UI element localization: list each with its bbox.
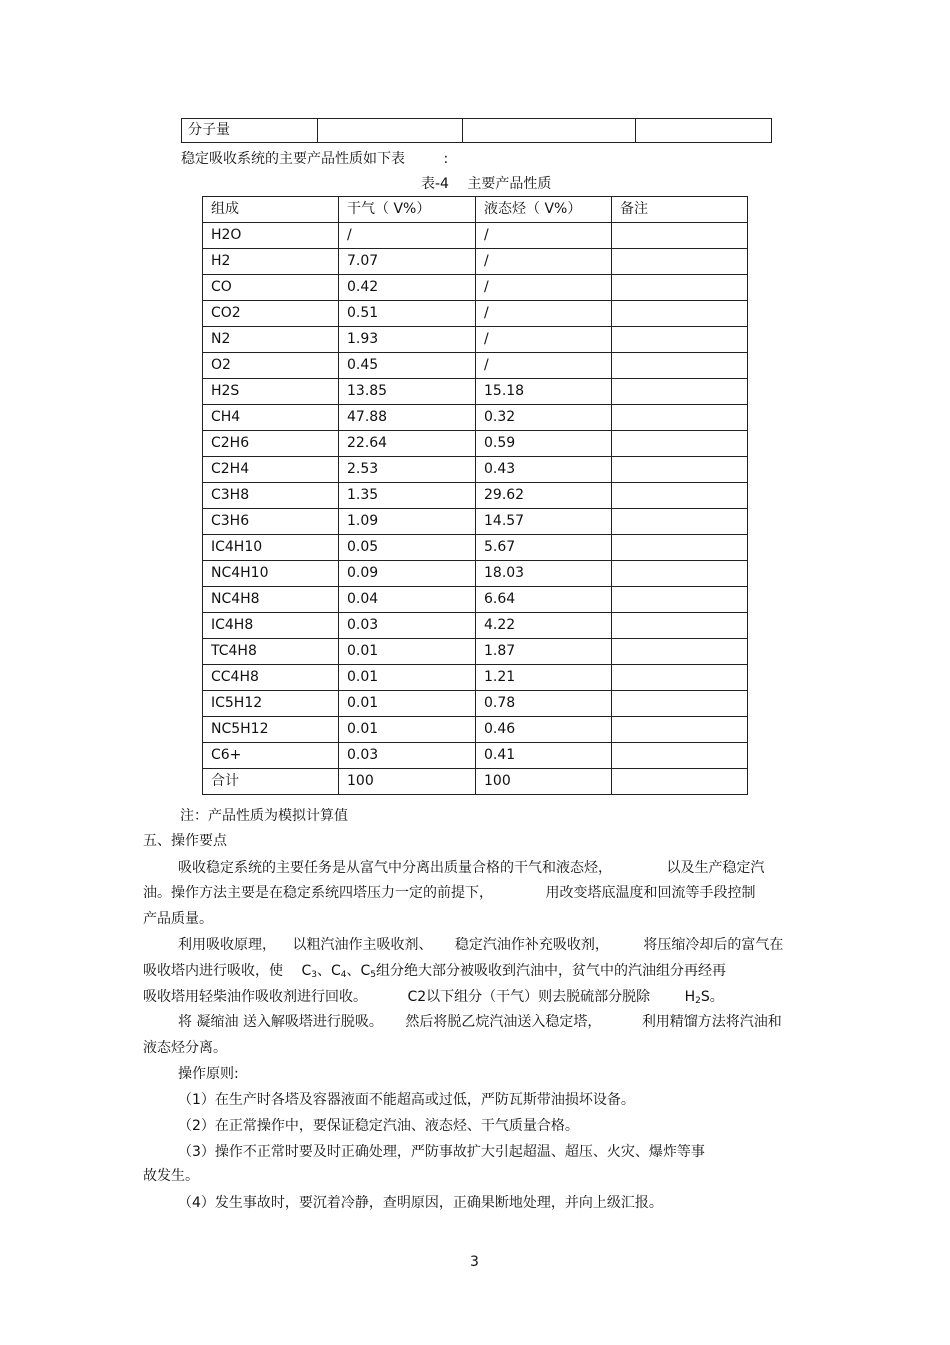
table-cell: C3H6 (203, 509, 339, 535)
table-cell: N2 (203, 327, 339, 353)
text-span: 将 凝缩油 送入解吸塔进行脱吸。 (178, 1014, 383, 1030)
table-cell: C2H4 (203, 457, 339, 483)
table-cell: C6+ (203, 743, 339, 769)
table-row (203, 509, 748, 535)
text-span: 利用吸收原理， (178, 937, 276, 953)
table-cell: 0.01 (339, 717, 476, 743)
table-row (203, 587, 748, 613)
list-text: 在生产时各塔及容器液面不能超高或过低，严防瓦斯带油损坏设备。 (214, 1092, 635, 1108)
text-span: 将压缩冷却后的富气在 (643, 937, 784, 953)
table-row (203, 613, 748, 639)
table-cell (463, 119, 636, 143)
table-cell (612, 457, 748, 483)
text-span: 组分绝大部分被吸收到汽油中，贫气中的汽油组分再经再 (376, 963, 726, 979)
table-row (203, 379, 748, 405)
table-cell (612, 405, 748, 431)
subscript: 3 (311, 970, 317, 980)
table-row (203, 431, 748, 457)
table-cell: CO (203, 275, 339, 301)
table-cell: C2H6 (203, 431, 339, 457)
table-header-row (203, 197, 748, 223)
table-cell: 0.09 (339, 561, 476, 587)
list-number: （3） (178, 1144, 215, 1160)
table-cell: 1.93 (339, 327, 476, 353)
table-cell: / (476, 353, 612, 379)
text-span: 然后将脱乙烷汽油送入稳定塔， (405, 1014, 602, 1030)
table-cell: 14.57 (476, 509, 612, 535)
text-span: S (700, 989, 710, 1005)
table-cell: 0.46 (476, 717, 612, 743)
intro-colon: : (443, 151, 449, 167)
table-row (203, 249, 748, 275)
subscript: 2 (695, 996, 701, 1006)
table-cell (612, 431, 748, 457)
table-cell (612, 379, 748, 405)
text-span: C (301, 963, 312, 979)
table-cell: NC4H10 (203, 561, 339, 587)
table-cell: 29.62 (476, 483, 612, 509)
table-cell (612, 509, 748, 535)
table-cell: 7.07 (339, 249, 476, 275)
table-cell (612, 613, 748, 639)
table-row (203, 639, 748, 665)
column-header: 干气（ V%） (339, 197, 476, 223)
table-cell: 15.18 (476, 379, 612, 405)
table-cell: / (339, 223, 476, 249)
table-cell: 6.64 (476, 587, 612, 613)
list-number: （1） (178, 1092, 215, 1108)
table-cell: NC5H12 (203, 717, 339, 743)
text-span: 利用精馏方法将汽油和 (641, 1014, 782, 1030)
table-cell: 4.22 (476, 613, 612, 639)
table-row (203, 665, 748, 691)
principles-heading: 操作原则: (178, 1066, 239, 1082)
list-number: （2） (178, 1118, 215, 1134)
table-cell: H2 (203, 249, 339, 275)
table-cell (612, 353, 748, 379)
table-cell: CH4 (203, 405, 339, 431)
table-cell: 0.51 (339, 301, 476, 327)
table-cell: H2O (203, 223, 339, 249)
text-span: 吸收稳定系统的主要任务是从富气中分离出质量合格的干气和液态烃， (178, 860, 612, 876)
table-cell: 0.05 (339, 535, 476, 561)
table-cell (612, 483, 748, 509)
table-cell: C3H8 (203, 483, 339, 509)
text-span: 以粗汽油作主吸收剂、 (292, 937, 433, 953)
text-span: H (684, 989, 696, 1005)
table-cell: 2.53 (339, 457, 476, 483)
principle-4 (178, 1193, 663, 1213)
product-table-body (203, 223, 748, 795)
text-span: 吸收塔内进行吸收，使 (143, 963, 283, 979)
text-span: 以及生产稳定汽 (666, 860, 765, 876)
table-cell (612, 535, 748, 561)
table-cell (318, 119, 463, 143)
table-cell: 1.35 (339, 483, 476, 509)
paragraph-3-line-2: 液态烃分离。 (143, 1040, 227, 1056)
table-cell: 0.32 (476, 405, 612, 431)
table-cell: TC4H8 (203, 639, 339, 665)
table-cell (612, 223, 748, 249)
table-row (182, 119, 772, 143)
table-cell (612, 275, 748, 301)
table-cell: / (476, 301, 612, 327)
table-cell: 0.42 (339, 275, 476, 301)
table-cell: CC4H8 (203, 665, 339, 691)
table-row (203, 691, 748, 717)
table-cell: 0.04 (339, 587, 476, 613)
table-cell: 47.88 (339, 405, 476, 431)
table-row (203, 457, 748, 483)
table-row (203, 275, 748, 301)
table-cell: 0.41 (476, 743, 612, 769)
table-cell: 13.85 (339, 379, 476, 405)
table-cell (612, 561, 748, 587)
paragraph-2-line-3 (143, 987, 724, 1011)
table-cell: 1.87 (476, 639, 612, 665)
paragraph-1-line-2 (143, 883, 755, 903)
intro-text: 稳定吸收系统的主要产品性质如下表 (181, 151, 405, 167)
column-header: 液态烃（ V%） (476, 197, 612, 223)
table-cell: CO2 (203, 301, 339, 327)
principle-3-continued: 故发生。 (143, 1168, 199, 1184)
table-cell (612, 327, 748, 353)
paragraph-1-line-1 (178, 858, 764, 878)
table-cell (612, 717, 748, 743)
table-cell (612, 587, 748, 613)
table-row (203, 717, 748, 743)
product-properties-table (202, 196, 748, 795)
column-header: 备注 (612, 197, 748, 223)
table-row (203, 561, 748, 587)
table-row (203, 353, 748, 379)
text-span: 用改变塔底温度和回流等手段控制 (545, 885, 756, 901)
table-cell: IC4H8 (203, 613, 339, 639)
table-cell: 0.03 (339, 743, 476, 769)
molecular-weight-table (181, 118, 772, 143)
table-cell (612, 249, 748, 275)
table-cell: 1.21 (476, 665, 612, 691)
table-cell: 0.45 (339, 353, 476, 379)
paragraph-2-line-1 (178, 935, 783, 955)
text-span: 稳定汽油作补充吸收剂， (454, 937, 609, 953)
component-list (301, 963, 376, 979)
table-cell: 0.59 (476, 431, 612, 457)
table-cell: 0.01 (339, 691, 476, 717)
table-cell: 0.03 (339, 613, 476, 639)
table-row (203, 483, 748, 509)
table-cell: 5.67 (476, 535, 612, 561)
intro-line (181, 149, 448, 169)
table-row (203, 743, 748, 769)
text-span: 、C (346, 963, 371, 979)
text-span: 吸收塔用轻柴油作吸收剂进行回收。 (143, 989, 367, 1005)
table-cell (612, 769, 748, 795)
list-text: 发生事故时，要沉着冷静，查明原因，正确果断地处理，并向上级汇报。 (214, 1195, 663, 1211)
paragraph-3-line-1 (178, 1012, 782, 1032)
table-row (203, 327, 748, 353)
subscript: 4 (340, 970, 347, 980)
table-cell: 0.01 (339, 665, 476, 691)
list-text: 操作不正常时要及时正确处理，严防事故扩大引起超温、超压、火灾、爆炸等事 (214, 1144, 705, 1160)
table-row (203, 223, 748, 249)
text-span: 油。操作方法主要是在稳定系统四塔压力一定的前提下， (143, 885, 493, 901)
table-cell: 100 (339, 769, 476, 795)
table-cell: NC4H8 (203, 587, 339, 613)
table-row (203, 535, 748, 561)
table-row (203, 769, 748, 795)
table-cell (612, 743, 748, 769)
list-number: （4） (178, 1195, 215, 1211)
table-cell: 18.03 (476, 561, 612, 587)
table-cell (612, 301, 748, 327)
table-cell (636, 119, 772, 143)
table-cell: O2 (203, 353, 339, 379)
table-row (203, 405, 748, 431)
table-cell: IC5H12 (203, 691, 339, 717)
table-cell: 0.43 (476, 457, 612, 483)
table-cell: / (476, 223, 612, 249)
subscript: 5 (370, 970, 376, 980)
table-caption-title: 主要产品性质 (467, 176, 552, 192)
table-cell: 0.78 (476, 691, 612, 717)
table-cell (612, 691, 748, 717)
text-span: 。 (709, 989, 724, 1005)
table-note: 注：产品性质为模拟计算值 (180, 808, 348, 824)
table-cell: H2S (203, 379, 339, 405)
section-heading: 五、操作要点 (143, 833, 227, 849)
paragraph-1-line-3: 产品质量。 (143, 911, 213, 927)
table-cell: / (476, 275, 612, 301)
table-cell: 合计 (203, 769, 339, 795)
table-cell (612, 639, 748, 665)
table-cell: 22.64 (339, 431, 476, 457)
text-span: C2以下组分（干气）则去脱硫部分脱除 (407, 989, 651, 1005)
h2s-formula (685, 989, 724, 1005)
table-cell: 100 (476, 769, 612, 795)
column-header: 组成 (203, 197, 339, 223)
table-cell: 0.01 (339, 639, 476, 665)
principle-3 (178, 1142, 705, 1162)
table-row (203, 301, 748, 327)
table-cell: IC4H10 (203, 535, 339, 561)
table-cell (612, 665, 748, 691)
table-cell: 分子量 (182, 119, 318, 143)
list-text: 在正常操作中，要保证稳定汽油、液态烃、干气质量合格。 (214, 1118, 579, 1134)
page-number: 3 (470, 1254, 479, 1270)
table-cell: 1.09 (339, 509, 476, 535)
principle-1 (178, 1090, 635, 1110)
table-cell: / (476, 249, 612, 275)
table-cell: / (476, 327, 612, 353)
text-span: 、C (316, 963, 341, 979)
table-caption (421, 174, 551, 194)
table-caption-number: 表-4 (421, 176, 449, 192)
principle-2 (178, 1116, 579, 1136)
paragraph-2-line-2 (143, 961, 726, 985)
